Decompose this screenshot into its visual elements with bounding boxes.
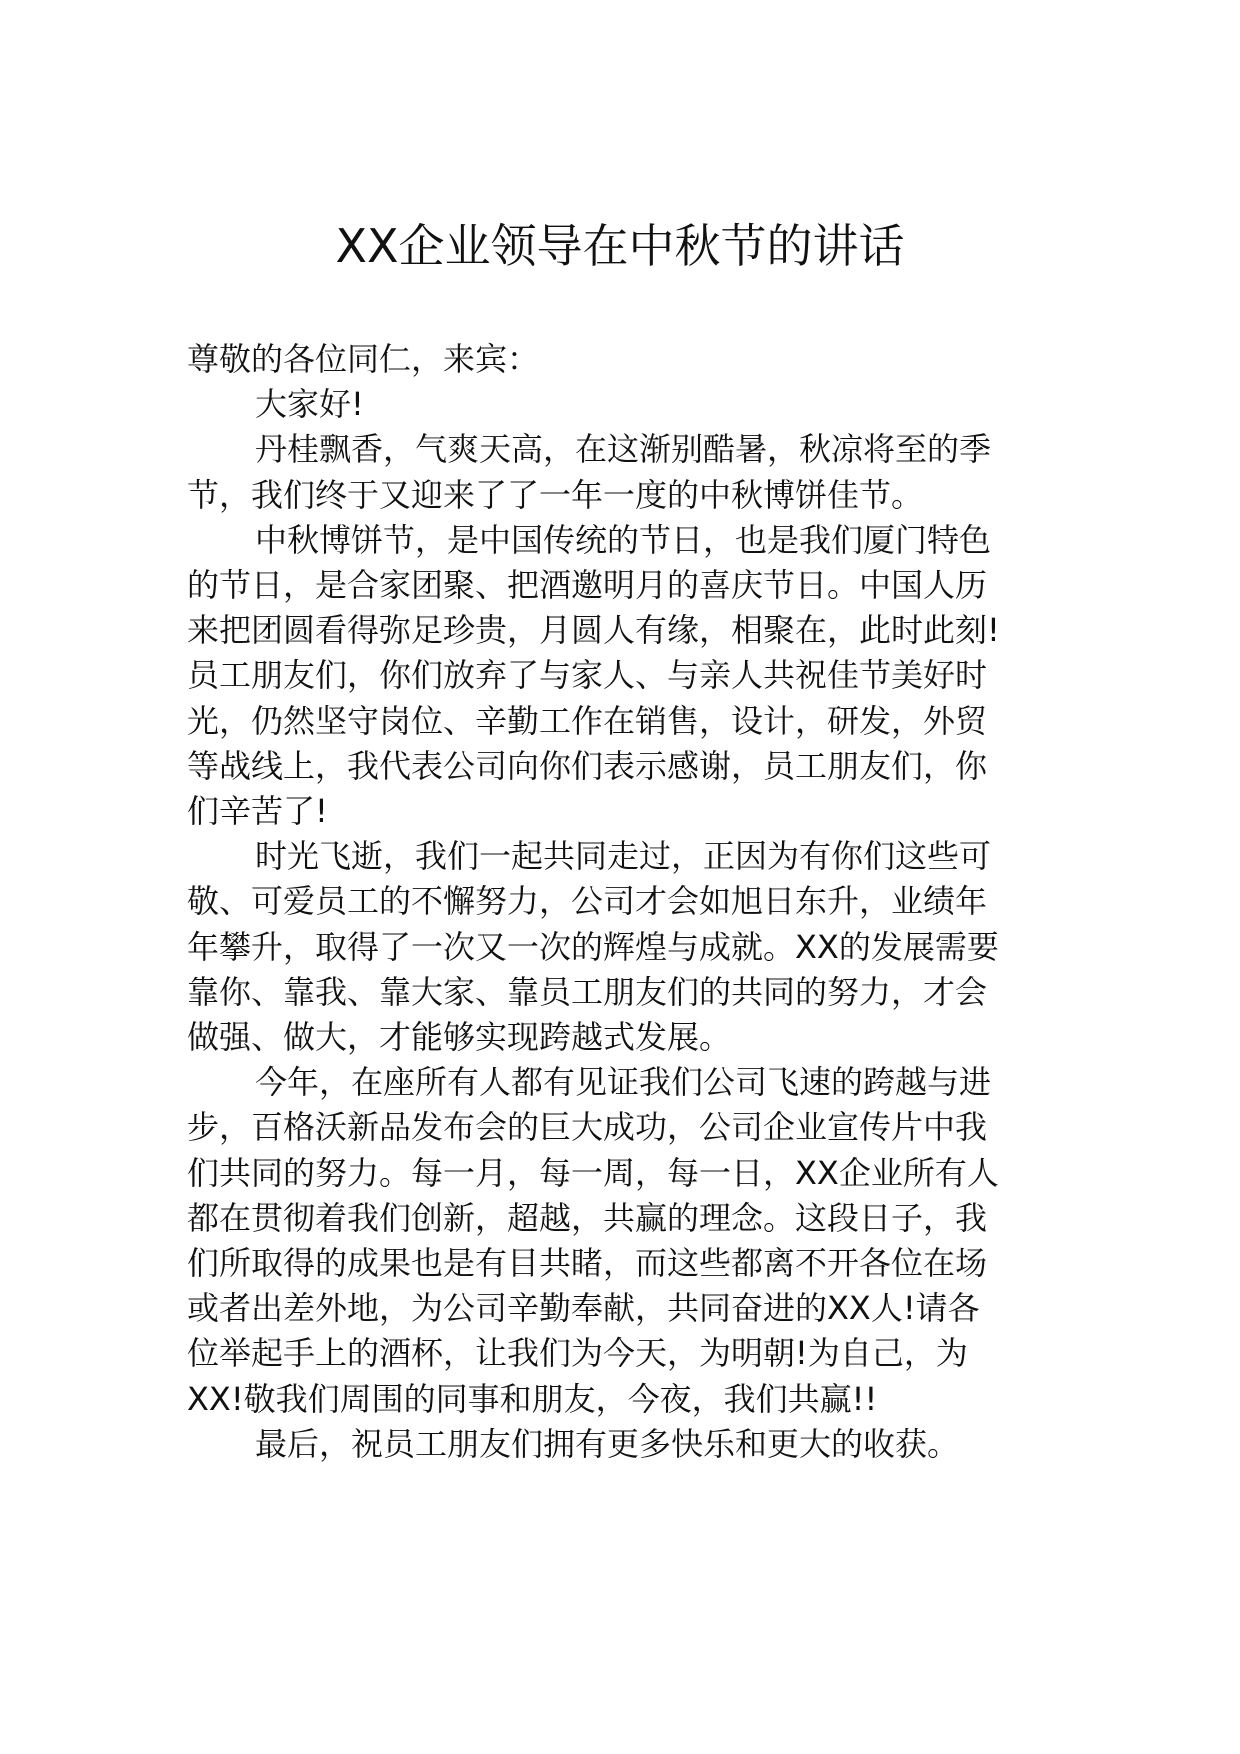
document-title: XX企业领导在中秋节的讲话 — [335, 219, 905, 273]
paragraph-line: 员工朋友们，你们放弃了与家人、与亲人共祝佳节美好时 — [187, 656, 988, 695]
document-body — [187, 337, 1053, 1467]
paragraph-line: 们辛苦了! — [187, 792, 328, 831]
paragraph-line: 中秋博饼节，是中国传统的节日，也是我们厦门特色 — [255, 520, 992, 559]
greeting: 大家好! — [255, 385, 364, 424]
paragraph-line: 节，我们终于又迎来了了一年一度的中秋博饼佳节。 — [187, 475, 924, 514]
paragraph-5 — [187, 1422, 1053, 1467]
paragraph-line: 等战线上，我代表公司向你们表示感谢，员工朋友们，你 — [187, 746, 988, 785]
paragraph-line: 步，百格沃新品发布会的巨大成功，公司企业宣传片中我 — [187, 1108, 988, 1147]
paragraph-line: 时光飞逝，我们一起共同走过，正因为有你们这些可 — [255, 837, 992, 876]
paragraph-line: 来把团圆看得弥足珍贵，月圆人有缘，相聚在，此时此刻! — [187, 611, 1000, 650]
paragraph-line: 最后，祝员工朋友们拥有更多快乐和更大的收获。 — [255, 1424, 960, 1463]
paragraph-line: 们共同的努力。每一月，每一周，每一日，XX企业所有人 — [187, 1153, 999, 1192]
paragraph-line: 丹桂飘香，气爽天高，在这渐别酷暑，秋凉将至的季 — [255, 430, 992, 469]
paragraph-line: 都在贯彻着我们创新，超越，共赢的理念。这段日子，我 — [187, 1198, 988, 1237]
paragraph-line: 或者出差外地，为公司辛勤奉献，共同奋进的XX人!请各 — [187, 1289, 980, 1328]
paragraph-1 — [187, 427, 1053, 517]
salutation: 尊敬的各位同仁，来宾： — [187, 340, 540, 378]
paragraph-line: 靠你、靠我、靠大家、靠员工朋友们的共同的努力，才会 — [187, 972, 988, 1011]
paragraph-line: 光，仍然坚守岗位、辛勤工作在销售，设计，研发，外贸 — [187, 701, 988, 740]
paragraph-4 — [187, 1060, 1053, 1422]
paragraph-line: 今年，在座所有人都有见证我们公司飞速的跨越与进 — [255, 1063, 992, 1102]
paragraph-line: 敬、可爱员工的不懈努力，公司才会如旭日东升，业绩年 — [187, 882, 988, 921]
paragraph-line: XX!敬我们周围的同事和朋友，今夜，我们共赢!! — [187, 1379, 878, 1418]
paragraph-2 — [187, 518, 1053, 834]
paragraph-line: 做强、做大，才能够实现跨越式发展。 — [187, 1018, 732, 1057]
paragraph-3 — [187, 834, 1053, 1060]
paragraph-line: 们所取得的成果也是有目共睹，而这些都离不开各位在场 — [187, 1244, 988, 1283]
paragraph-line: 的节日，是合家团聚、把酒邀明月的喜庆节日。中国人历 — [187, 566, 988, 605]
paragraph-line: 位举起手上的酒杯，让我们为今天，为明朝!为自己，为 — [187, 1334, 968, 1373]
paragraph-line: 年攀升，取得了一次又一次的辉煌与成就。XX的发展需要 — [187, 927, 999, 966]
